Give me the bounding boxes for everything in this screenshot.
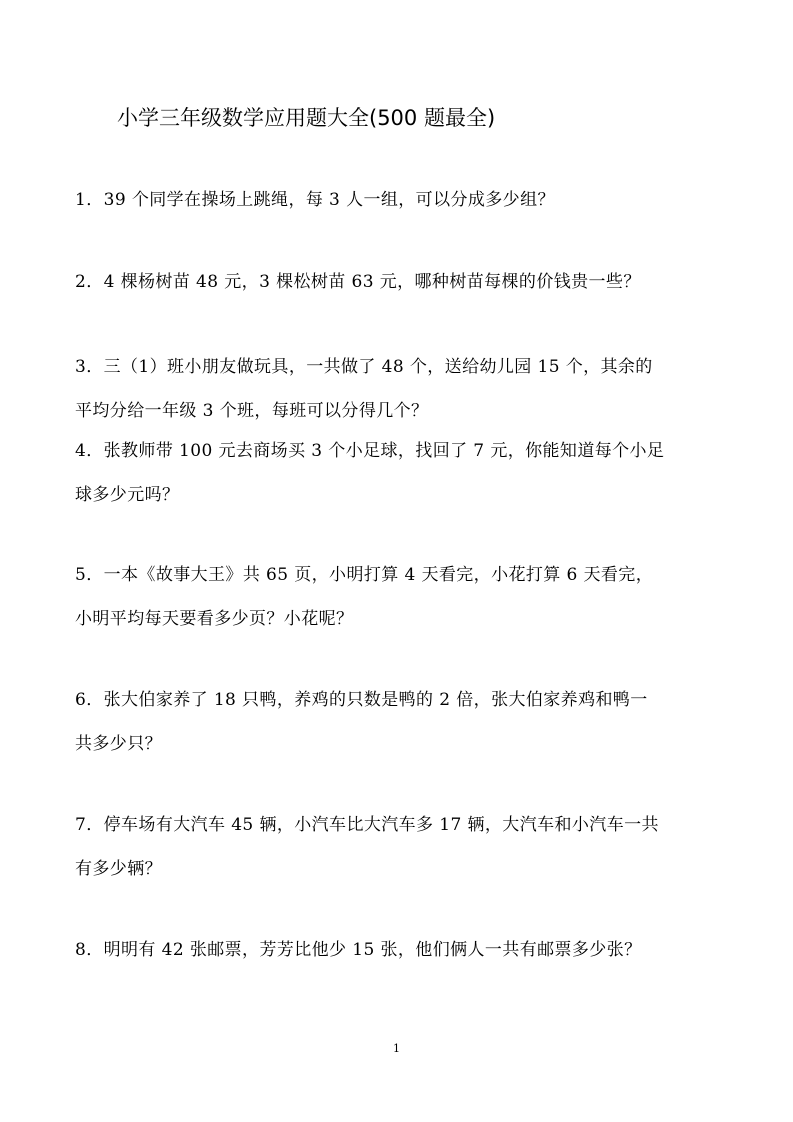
question-line: 3．三（1）班小朋友做玩具，一共做了 48 个，送给幼儿园 15 个，其余的 (75, 357, 653, 377)
page-number: 1 (393, 1042, 400, 1055)
question-6 (75, 678, 725, 766)
question-line: 6．张大伯家养了 18 只鸭，养鸡的只数是鸭的 2 倍，张大伯家养鸡和鸭一 (75, 690, 648, 710)
question-1 (75, 178, 725, 222)
question-line: 1．39 个同学在操场上跳绳，每 3 人一组，可以分成多少组？ (75, 190, 555, 210)
question-line: 4．张教师带 100 元去商场买 3 个小足球，找回了 7 元，你能知道每个小足 (75, 441, 665, 461)
question-5 (75, 553, 725, 641)
question-line: 2．4 棵杨树苗 48 元，3 棵松树苗 63 元，哪种树苗每棵的价钱贵一些？ (75, 272, 641, 292)
question-3 (75, 345, 725, 433)
question-line: 共多少只？ (75, 734, 162, 754)
question-8 (75, 928, 725, 972)
question-2 (75, 260, 725, 304)
question-line: 5．一本《故事大王》共 65 页，小明打算 4 天看完，小花打算 6 天看完， (75, 565, 654, 585)
page-title: 小学三年级数学应用题大全(500 题最全) (117, 106, 496, 130)
question-line: 平均分给一年级 3 个班，每班可以分得几个？ (75, 401, 429, 421)
question-line: 8．明明有 42 张邮票，芳芳比他少 15 张，他们俩人一共有邮票多少张？ (75, 940, 642, 960)
question-4 (75, 429, 725, 517)
question-line: 球多少元吗？ (75, 485, 180, 505)
question-line: 小明平均每天要看多少页？小花呢？ (75, 609, 354, 629)
question-7 (75, 803, 725, 891)
question-line: 7．停车场有大汽车 45 辆，小汽车比大汽车多 17 辆，大汽车和小汽车一共 (75, 815, 659, 835)
question-line: 有多少辆？ (75, 859, 162, 879)
